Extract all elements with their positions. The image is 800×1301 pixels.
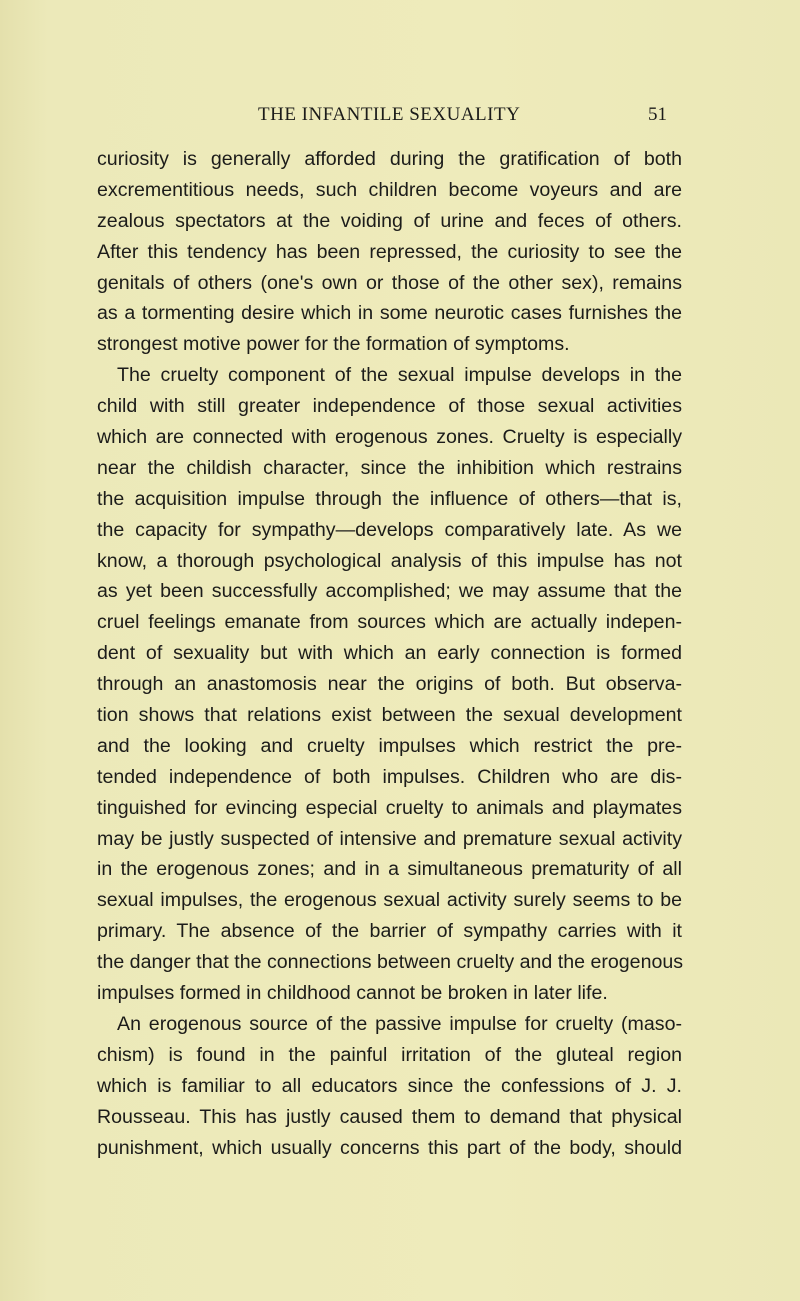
text-line: the acquisition impulse through the influence of others—that is, bbox=[97, 487, 682, 510]
text-line: tion shows that relations exist between the sexual development bbox=[97, 704, 682, 727]
text-line: in the erogenous zones; and in a simultaneous prematurity of all bbox=[97, 858, 682, 881]
text-line: punishment, which usually concerns this part of the body, should bbox=[97, 1136, 682, 1159]
text-line: which are connected with erogenous zones. Cruelty is especially bbox=[97, 426, 682, 449]
text-line: child with still greater independence of those sexual activities bbox=[97, 395, 682, 418]
text-line: cruel feelings emanate from sources which are actually indepen- bbox=[97, 611, 682, 634]
text-line: the danger that the connections between cruelty and the erogenous bbox=[97, 951, 684, 974]
text-line: curiosity is generally afforded during the gratification of both bbox=[97, 148, 682, 170]
text-line: genitals of others (one's own or those of the other sex), remains bbox=[97, 271, 682, 294]
text-line: chism) is found in the painful irritation of the gluteal region bbox=[97, 1043, 682, 1066]
text-line: know, a thorough psychological analysis of this impulse has not bbox=[97, 549, 682, 572]
text-line: the capacity for sympathy—develops comparatively late. As we bbox=[97, 518, 682, 541]
text-line: strongest motive power for the formation of symptoms. bbox=[97, 333, 570, 356]
text-line: sexual impulses, the erogenous sexual activity surely seems to be bbox=[97, 889, 682, 912]
text-line: An erogenous source of the passive impulse for cruelty (maso- bbox=[117, 1012, 682, 1035]
text-line: near the childish character, since the inhibition which restrains bbox=[97, 456, 682, 479]
text-line: as a tormenting desire which in some neurotic cases furnishes the bbox=[97, 302, 682, 325]
text-line: Rousseau. This has justly caused them to demand that physical bbox=[97, 1105, 682, 1128]
text-line: and the looking and cruelty impulses which restrict the pre- bbox=[97, 734, 682, 757]
text-line: tended independence of both impulses. Children who are dis- bbox=[97, 765, 682, 788]
running-head bbox=[0, 104, 800, 134]
text-line: The cruelty component of the sexual impulse develops in the bbox=[117, 364, 682, 387]
text-line: through an anastomosis near the origins of both. But observa- bbox=[97, 673, 682, 696]
text-line: After this tendency has been repressed, the curiosity to see the bbox=[97, 240, 682, 263]
text-line: zealous spectators at the voiding of urine and feces of others. bbox=[97, 209, 682, 232]
text-line: excrementitious needs, such children become voyeurs and are bbox=[97, 178, 682, 201]
running-title: THE INFANTILE SEXUALITY bbox=[258, 104, 521, 125]
body-text bbox=[97, 144, 682, 1163]
text-line: may be justly suspected of intensive and premature sexual activity bbox=[97, 827, 682, 850]
text-line: impulses formed in childhood cannot be broken in later life. bbox=[97, 982, 608, 1005]
text-line: as yet been successfully accomplished; we may assume that the bbox=[97, 580, 682, 603]
page-number: 51 bbox=[648, 104, 667, 125]
text-line: primary. The absence of the barrier of sympathy carries with it bbox=[97, 920, 682, 943]
text-line: which is familiar to all educators since the confessions of J. J. bbox=[97, 1074, 682, 1097]
text-line: tinguished for evincing especial cruelty to animals and playmates bbox=[97, 796, 682, 819]
text-line: dent of sexuality but with which an early connection is formed bbox=[97, 642, 682, 665]
